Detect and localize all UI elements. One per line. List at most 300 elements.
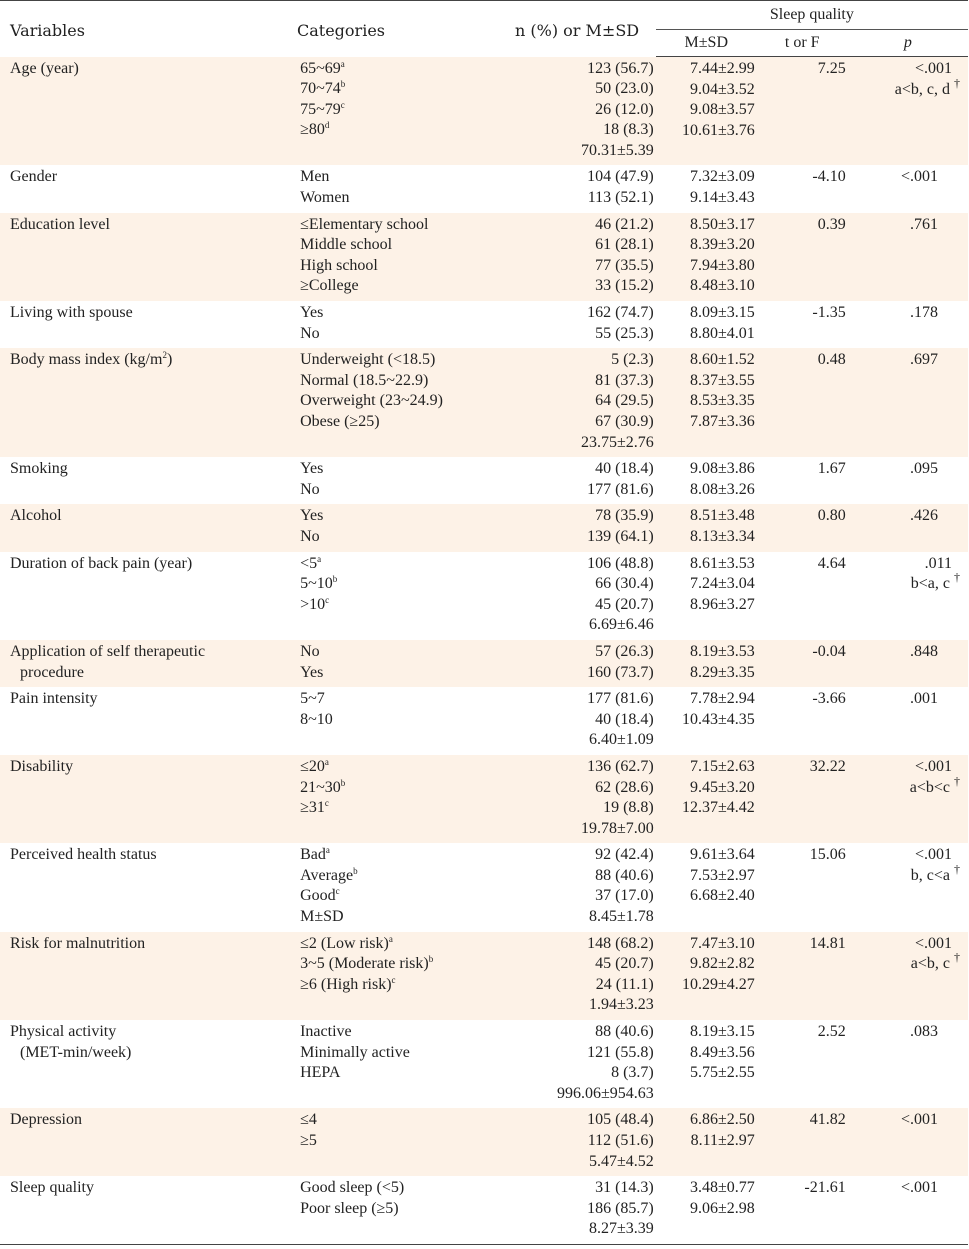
p-value [848, 59, 960, 80]
category-text: Women [300, 189, 350, 207]
t-value: 0.39 [817, 215, 846, 233]
category-text: Normal (18.5~22.9) [300, 371, 429, 389]
p-text: a<b<c [909, 778, 950, 796]
t-cell [757, 348, 848, 457]
header-n [535, 1, 656, 57]
n-value: 5.47±4.52 [588, 1152, 654, 1170]
p-text: .761 [910, 215, 938, 233]
n-cell [535, 932, 656, 1020]
category-label [300, 886, 534, 907]
msd-value: 5.75±2.55 [690, 1064, 755, 1082]
category-label [300, 798, 534, 819]
category-text: Average [300, 866, 354, 884]
n-value: 40 (18.4) [595, 710, 654, 728]
p-cell [848, 504, 968, 551]
categories-cell [300, 301, 534, 348]
categories-cell [300, 213, 534, 301]
n-value: 19 (8.8) [603, 799, 654, 817]
category-text: Obese (≥25) [300, 413, 380, 430]
categories-cell [300, 932, 534, 1020]
p-cell [848, 57, 968, 166]
msd-value: 7.53±2.97 [690, 866, 755, 884]
group-superscript: d [324, 120, 330, 131]
p-value [848, 642, 960, 663]
msd-value: 6.86±2.50 [690, 1111, 755, 1129]
msd-value: 8.39±3.20 [690, 236, 755, 254]
p-text: <.001 [914, 60, 952, 77]
category-text: Underweight (<18.5) [300, 351, 436, 369]
categories-cell [300, 165, 534, 212]
p-cell [848, 1108, 968, 1176]
group-superscript: b [428, 954, 434, 965]
n-value: 19.78±7.00 [580, 819, 654, 837]
n-value: 33 (15.2) [595, 277, 654, 295]
n-value: 1.94±3.23 [588, 996, 654, 1014]
category-label [300, 188, 534, 209]
n-value: 113 (52.1) [587, 189, 654, 207]
msd-value: 6.68±2.40 [690, 887, 755, 905]
p-text: b, c<a [910, 866, 950, 884]
variable-label: Smoking [10, 460, 68, 478]
msd-value: 7.78±2.94 [690, 690, 755, 708]
n-value: 6.69±6.46 [588, 616, 654, 634]
n-value: 67 (30.9) [595, 413, 654, 430]
t-cell [757, 640, 848, 687]
msd-cell [656, 457, 757, 504]
n-value: 57 (26.3) [595, 642, 654, 660]
t-value: -3.66 [812, 690, 846, 708]
t-cell [757, 1108, 848, 1176]
msd-value: 7.87±3.36 [690, 413, 755, 430]
n-value: 45 (20.7) [595, 955, 654, 973]
p-cell [848, 843, 968, 931]
category-text: M±SD [300, 908, 344, 926]
p-value [848, 215, 960, 236]
t-cell [757, 504, 848, 551]
categories-cell [300, 755, 534, 843]
category-text: No [300, 480, 320, 498]
msd-value: 8.13±3.34 [690, 527, 755, 545]
table-row [0, 932, 968, 1020]
category-label [300, 689, 534, 710]
n-value: 996.06±954.63 [556, 1084, 654, 1102]
n-cell [535, 57, 656, 166]
category-text: No [300, 324, 320, 342]
n-value: 88 (40.6) [595, 1023, 654, 1041]
category-label [300, 595, 534, 616]
categories-cell [300, 457, 534, 504]
variable-label: Physical activity [10, 1023, 117, 1041]
t-cell [757, 301, 848, 348]
group-superscript: b [340, 79, 346, 90]
category-label [300, 907, 534, 928]
p-text: .011 [924, 554, 952, 572]
variable-cell [0, 1020, 300, 1108]
categories-cell [300, 348, 534, 457]
variable-label: Risk for malnutrition [10, 934, 146, 952]
category-label [300, 459, 534, 480]
msd-value: 8.48±3.10 [690, 277, 755, 295]
category-label [300, 235, 534, 256]
msd-value: 10.29±4.27 [682, 975, 755, 993]
p-text: <.001 [900, 1111, 938, 1129]
header-categories-label: Categories [297, 21, 385, 40]
category-text: 5~7 [300, 690, 325, 708]
p-cell [848, 213, 968, 301]
msd-value: 7.47±3.10 [690, 934, 755, 952]
msd-cell [656, 1108, 757, 1176]
n-value: 40 (18.4) [595, 460, 654, 478]
p-value [848, 1178, 960, 1199]
n-value: 88 (40.6) [595, 866, 654, 884]
n-cell [535, 1176, 656, 1244]
n-cell [535, 755, 656, 843]
category-label [300, 757, 534, 778]
t-value: 0.80 [817, 507, 846, 525]
category-text: ≤4 [300, 1111, 317, 1129]
categories-cell [300, 1176, 534, 1244]
p-value [848, 459, 960, 480]
n-value: 55 (25.3) [595, 324, 654, 342]
n-value: 37 (17.0) [595, 887, 654, 905]
category-label [300, 391, 534, 412]
p-value [848, 689, 960, 710]
t-cell [757, 165, 848, 212]
category-text: ≤Elementary school [300, 215, 429, 233]
p-value [848, 303, 960, 324]
category-label [300, 412, 534, 433]
variable-label: Disability [10, 757, 74, 775]
n-value: 121 (55.8) [587, 1043, 654, 1061]
variable-cell [0, 213, 300, 301]
p-cell [848, 552, 968, 640]
group-superscript: a [324, 756, 329, 767]
table-row [0, 640, 968, 687]
variable-label [10, 350, 300, 371]
p-text: .697 [910, 351, 938, 369]
variable-cell [0, 504, 300, 551]
header-variables-label: Variables [10, 21, 85, 40]
variable-cell [0, 165, 300, 212]
p-cell [848, 348, 968, 457]
p-text: .083 [910, 1023, 938, 1041]
msd-value: 3.48±0.77 [690, 1179, 755, 1197]
msd-value: 9.45±3.20 [690, 778, 755, 796]
category-label [300, 1131, 534, 1152]
group-superscript: c [391, 974, 396, 985]
p-value [848, 350, 960, 371]
category-label [300, 215, 534, 236]
msd-value: 8.29±3.35 [690, 663, 755, 681]
category-label [300, 954, 534, 975]
category-label [300, 1022, 534, 1043]
msd-value: 8.08±3.26 [690, 480, 755, 498]
group-superscript: a [340, 58, 345, 69]
msd-value: 8.49±3.56 [690, 1043, 755, 1061]
dagger-mark: † [954, 861, 960, 876]
posthoc-value [848, 570, 960, 595]
header-msd: M±SD [656, 30, 757, 57]
msd-cell [656, 301, 757, 348]
superscript: 2 [162, 350, 167, 361]
p-value [848, 167, 960, 188]
variable-label: Application of self therapeutic [10, 642, 206, 660]
p-cell [848, 301, 968, 348]
category-text: ≥6 (High risk) [300, 975, 392, 993]
category-text: Poor sleep (≥5) [300, 1199, 399, 1217]
header-n-label: n (%) or M±SD [515, 21, 640, 40]
p-cell [848, 755, 968, 843]
table-row [0, 1176, 968, 1244]
variable-cell [0, 457, 300, 504]
msd-cell [656, 687, 757, 755]
msd-value: 12.37±4.42 [682, 799, 755, 817]
group-superscript: b [353, 865, 358, 876]
category-text: Good sleep (<5) [300, 1179, 405, 1197]
t-cell [757, 1176, 848, 1244]
p-text: b<a, c [910, 575, 950, 593]
n-value: 24 (11.1) [595, 975, 654, 993]
n-value: 70.31±5.39 [580, 141, 654, 159]
variable-text: Body mass index (kg/m [10, 351, 163, 369]
p-cell [848, 1020, 968, 1108]
category-label [300, 663, 534, 684]
msd-value: 8.96±3.27 [690, 595, 755, 613]
p-text: <.001 [914, 934, 952, 952]
p-value [848, 757, 960, 778]
msd-value: 8.80±4.01 [690, 324, 755, 342]
p-text: .426 [910, 507, 938, 525]
category-text: Yes [300, 507, 324, 525]
header-t-or-f: t or F [757, 30, 848, 57]
n-value: 136 (62.7) [587, 757, 654, 775]
msd-value: 9.82±2.82 [690, 955, 755, 973]
n-value: 18 (8.3) [603, 121, 654, 139]
t-value: 2.52 [817, 1023, 846, 1041]
posthoc-value [848, 75, 960, 101]
t-cell [757, 687, 848, 755]
categories-cell [300, 843, 534, 931]
category-label [300, 120, 534, 141]
msd-value: 10.61±3.76 [682, 121, 755, 139]
table-row [0, 165, 968, 212]
categories-cell [300, 552, 534, 640]
t-cell [757, 213, 848, 301]
category-text: 3~5 (Moderate risk) [300, 955, 429, 973]
n-value: 105 (48.4) [587, 1111, 654, 1129]
variable-label: Education level [10, 215, 110, 233]
table-row [0, 213, 968, 301]
category-text: High school [300, 256, 378, 274]
variable-cell [0, 687, 300, 755]
category-text: 8~10 [300, 710, 333, 728]
msd-value: 8.11±2.97 [690, 1132, 755, 1149]
n-value: 62 (28.6) [595, 778, 654, 796]
variable-label: Gender [10, 168, 58, 186]
category-label [300, 59, 534, 80]
msd-value: 8.19±3.15 [690, 1023, 755, 1041]
table-body [0, 57, 968, 1245]
category-text: 70~74 [300, 80, 341, 98]
n-value: 112 (51.6) [587, 1132, 654, 1149]
msd-value: 8.53±3.35 [690, 392, 755, 410]
t-value: -21.61 [804, 1179, 846, 1197]
variable-text: ) [166, 351, 173, 369]
n-value: 177 (81.6) [587, 690, 654, 708]
category-text: <5 [300, 554, 318, 572]
t-value: -1.35 [812, 304, 846, 322]
category-text: Good [300, 887, 336, 905]
category-label [300, 554, 534, 575]
p-cell [848, 640, 968, 687]
msd-value: 8.19±3.53 [690, 642, 755, 660]
p-text: <.001 [914, 846, 952, 864]
category-label [300, 167, 534, 188]
p-value [848, 554, 960, 575]
table-row [0, 755, 968, 843]
group-superscript: a [388, 933, 393, 944]
n-value: 78 (35.9) [595, 507, 654, 525]
n-cell [535, 687, 656, 755]
category-text: ≥College [300, 277, 359, 295]
category-text: Minimally active [300, 1043, 410, 1061]
category-text: Middle school [300, 236, 393, 254]
group-superscript: c [335, 886, 340, 897]
p-value [848, 934, 960, 955]
variable-cell [0, 1108, 300, 1176]
variable-label: Perceived health status [10, 846, 157, 864]
msd-cell [656, 640, 757, 687]
msd-value: 9.08±3.57 [690, 101, 755, 119]
n-value: 77 (35.5) [595, 256, 654, 274]
variable-label: procedure [20, 663, 84, 681]
n-cell [535, 165, 656, 212]
categories-cell [300, 687, 534, 755]
category-label [300, 506, 534, 527]
category-text: 65~69 [300, 59, 341, 77]
msd-value: 7.44±2.99 [690, 60, 755, 77]
p-cell [848, 457, 968, 504]
category-label [300, 934, 534, 955]
variable-cell [0, 301, 300, 348]
msd-value: 7.94±3.80 [690, 256, 755, 274]
table-row [0, 552, 968, 640]
msd-value: 8.51±3.48 [690, 507, 755, 525]
t-cell [757, 457, 848, 504]
variable-cell [0, 932, 300, 1020]
n-cell [535, 348, 656, 457]
msd-cell [656, 843, 757, 931]
group-superscript: b [340, 777, 346, 788]
category-label [300, 1110, 534, 1131]
n-cell [535, 213, 656, 301]
variable-cell [0, 348, 300, 457]
msd-cell [656, 348, 757, 457]
n-cell [535, 640, 656, 687]
categories-cell [300, 504, 534, 551]
category-label [300, 574, 534, 595]
t-cell [757, 1020, 848, 1108]
msd-value: 9.06±2.98 [690, 1199, 755, 1217]
n-value: 186 (85.7) [587, 1199, 654, 1217]
variable-label: Duration of back pain (year) [10, 554, 193, 572]
msd-value: 8.09±3.15 [690, 304, 755, 322]
msd-value: 8.37±3.55 [690, 371, 755, 389]
msd-value: 8.60±1.52 [690, 351, 755, 369]
table-row [0, 1020, 968, 1108]
t-value: 41.82 [809, 1111, 846, 1129]
category-label [300, 324, 534, 345]
n-value: 177 (81.6) [587, 480, 654, 498]
group-superscript: c [340, 99, 345, 110]
msd-value: 9.04±3.52 [690, 80, 755, 98]
category-text: Bad [300, 846, 326, 864]
p-cell [848, 1176, 968, 1244]
category-text: HEPA [300, 1064, 341, 1082]
group-superscript: c [324, 798, 329, 809]
msd-value: 7.15±2.63 [690, 757, 755, 775]
t-value: 1.67 [817, 460, 846, 478]
p-cell [848, 932, 968, 1020]
n-value: 8.45±1.78 [588, 908, 654, 926]
n-value: 8.27±3.39 [588, 1220, 654, 1238]
category-text: Yes [300, 663, 324, 681]
category-label [300, 1178, 534, 1199]
n-cell [535, 301, 656, 348]
p-text: <.001 [914, 757, 952, 775]
posthoc-value [848, 773, 960, 799]
category-label [300, 256, 534, 277]
group-superscript: c [325, 594, 330, 605]
n-value: 162 (74.7) [587, 304, 654, 322]
category-text: ≥31 [300, 799, 325, 817]
variable-cell [0, 640, 300, 687]
n-value: 160 (73.7) [587, 663, 654, 681]
n-value: 45 (20.7) [595, 595, 654, 613]
table-row [0, 301, 968, 348]
category-label [300, 975, 534, 996]
header-variables [0, 1, 300, 57]
msd-cell [656, 213, 757, 301]
n-value: 64 (29.5) [595, 392, 654, 410]
category-label [300, 1199, 534, 1220]
variable-label: Age (year) [10, 59, 79, 77]
n-cell [535, 843, 656, 931]
header-p: p [848, 30, 968, 57]
msd-cell [656, 755, 757, 843]
t-value: 7.25 [817, 60, 846, 77]
t-value: 14.81 [809, 934, 846, 952]
t-value: 4.64 [817, 554, 846, 572]
n-cell [535, 552, 656, 640]
t-value: 0.48 [817, 351, 846, 369]
categories-cell [300, 640, 534, 687]
variable-label: Pain intensity [10, 690, 98, 708]
n-value: 8 (3.7) [611, 1064, 654, 1082]
n-value: 5 (2.3) [611, 351, 654, 369]
table-row [0, 504, 968, 551]
msd-value: 9.61±3.64 [690, 846, 755, 864]
t-value: 32.22 [809, 757, 846, 775]
n-value: 6.40±1.09 [588, 731, 654, 749]
header-sleep-quality: Sleep quality [656, 1, 968, 30]
n-value: 23.75±2.76 [580, 433, 654, 451]
n-cell [535, 1020, 656, 1108]
msd-value: 8.61±3.53 [690, 554, 755, 572]
table-row [0, 457, 968, 504]
variable-cell [0, 57, 300, 166]
p-text: .178 [910, 304, 938, 322]
